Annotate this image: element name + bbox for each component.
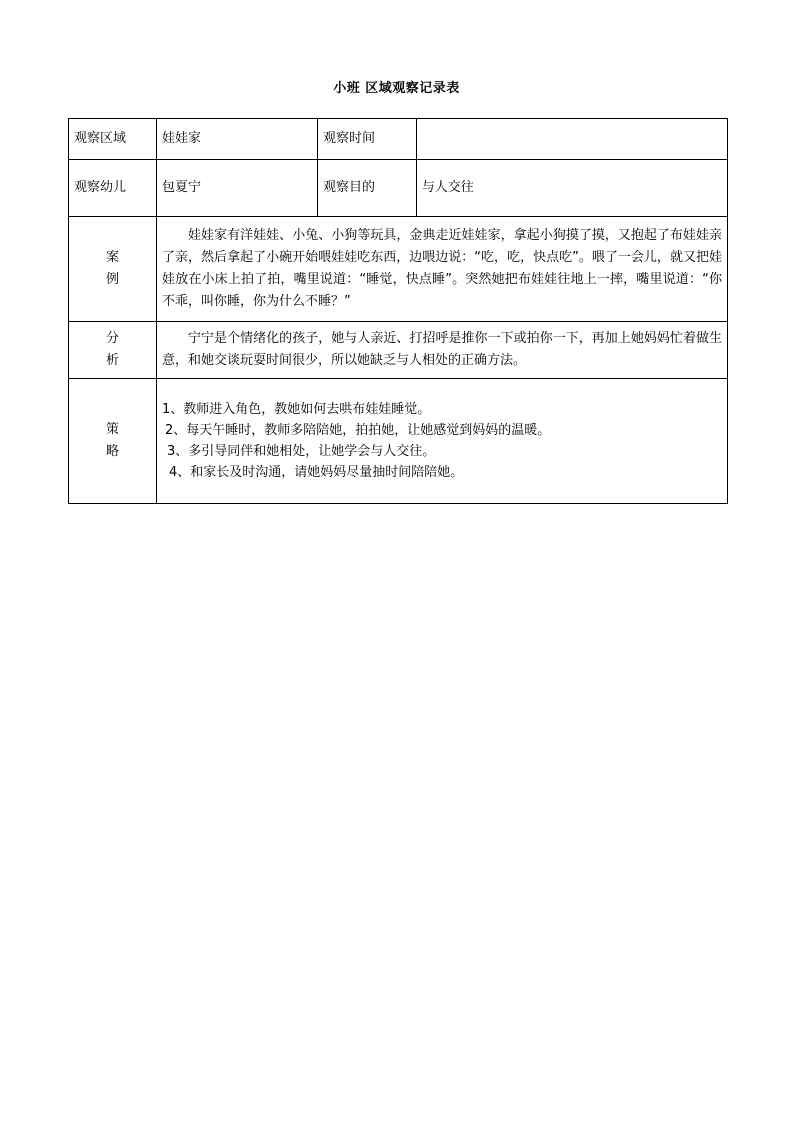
list-item: 3、多引导同伴和她相处，让她学会与人交往。 xyxy=(167,444,436,459)
table-row-case xyxy=(69,217,728,322)
strategy-label xyxy=(69,379,157,504)
analysis-label-char-2: 析 xyxy=(105,353,119,368)
page-title: 小班 区域观察记录表 xyxy=(333,81,460,96)
analysis-label xyxy=(69,322,157,379)
area-value: 娃娃家 xyxy=(157,119,318,160)
strategy-list-cell xyxy=(157,379,728,504)
area-label: 观察区域 xyxy=(69,119,157,160)
case-label-char-2: 例 xyxy=(105,272,119,287)
table-row-area-time xyxy=(69,119,728,160)
list-item: 1、教师进入角色，教她如何去哄布娃娃睡觉。 xyxy=(162,402,431,417)
child-label: 观察幼儿 xyxy=(69,160,157,217)
strategy-list xyxy=(162,399,722,483)
observation-record-table xyxy=(68,118,728,504)
time-value xyxy=(416,119,727,160)
strategy-label-char-2: 略 xyxy=(105,444,119,459)
purpose-value: 与人交往 xyxy=(416,160,727,217)
case-label-char-1: 案 xyxy=(105,250,119,265)
case-label xyxy=(69,217,157,322)
table-row-analysis xyxy=(69,322,728,379)
analysis-text: 宁宁是个情绪化的孩子，她与人亲近、打招呼是推你一下或拍你一下，再加上她妈妈忙着做生意，和她交谈玩耍时间很少，所以她缺乏与人相处的正确方法。 xyxy=(162,331,722,368)
purpose-label: 观察目的 xyxy=(317,160,416,217)
time-label: 观察时间 xyxy=(317,119,416,160)
table-row-strategy xyxy=(69,379,728,504)
child-value: 包夏宁 xyxy=(157,160,318,217)
analysis-text-cell xyxy=(157,322,728,379)
case-text: 娃娃家有洋娃娃、小兔、小狗等玩具，金典走近娃娃家，拿起小狗摸了摸，又抱起了布娃娃亲了亲，然后拿起了小碗开始喂娃娃吃东西，边喂边说：“吃，吃，快点吃”。喂了一会儿，就又把娃娃放在小床上拍了拍，嘴里说道：“睡觉，快点睡”。突然她把布娃娃往地上一摔，嘴里说道：“你不乖，叫你睡，你为什么不睡？” xyxy=(162,228,722,309)
analysis-label-char-1: 分 xyxy=(105,331,119,346)
list-item: 2、每天午睡时，教师多陪陪她，拍拍她，让她感觉到妈妈的温暖。 xyxy=(165,423,551,438)
strategy-label-char-1: 策 xyxy=(105,422,119,437)
case-text-cell xyxy=(157,217,728,322)
list-item: 4、和家长及时沟通，请她妈妈尽量抽时间陪陪她。 xyxy=(169,465,464,480)
table-row-child-purpose xyxy=(69,160,728,217)
